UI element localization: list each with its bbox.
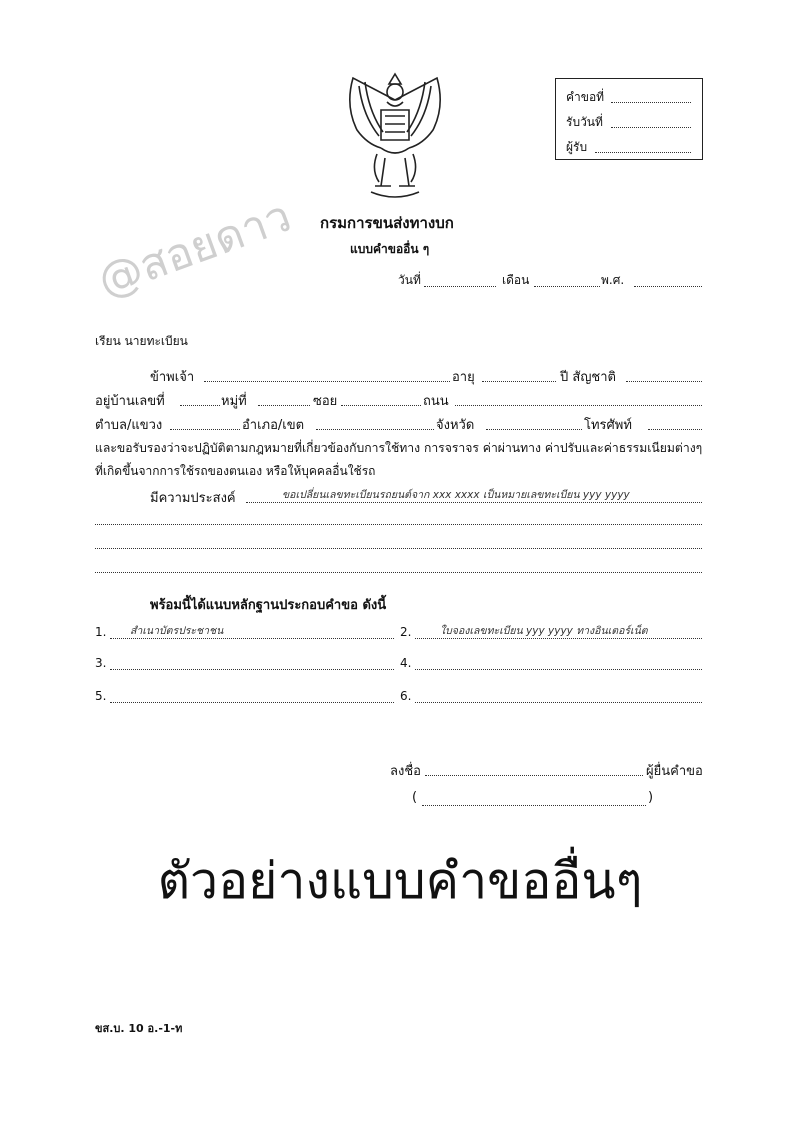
purpose-extra-line[interactable]	[95, 548, 702, 549]
attachments-heading: พร้อมนี้ได้แนบหลักฐานประกอบคำขอ ดังนี้	[150, 598, 387, 613]
district-label: อำเภอ/เขต	[242, 418, 305, 433]
attachment-value: สำเนาบัตรประชาชน	[130, 625, 224, 637]
house-no-field[interactable]	[180, 405, 220, 406]
house-no-label: อยู่บ้านเลขที่	[95, 394, 165, 409]
moo-field[interactable]	[258, 405, 310, 406]
name-label: ข้าพเจ้า	[150, 370, 195, 385]
nationality-label: ปี สัญชาติ	[560, 370, 616, 385]
request-no-label: คำขอที่	[566, 90, 605, 104]
purpose-extra-line[interactable]	[95, 524, 702, 525]
age-field[interactable]	[482, 381, 556, 382]
attachment-no: 5.	[95, 689, 107, 703]
attachment-no: 4.	[400, 656, 412, 670]
addressee: เรียน นายทะเบียน	[95, 334, 188, 348]
attachment-field[interactable]	[415, 702, 702, 703]
subdistrict-label: ตำบล/แขวง	[95, 418, 163, 433]
attachment-no: 2.	[400, 625, 412, 639]
attachment-no: 3.	[95, 656, 107, 670]
declaration-line-1: และขอรับรองว่าจะปฏิบัติตามกฎหมายที่เกี่ยวข้องกับการใช้ทาง การจราจร ค่าผ่านทาง ค่าปรับและค่าธรรมเนียมต่างๆ	[95, 441, 703, 455]
subdistrict-field[interactable]	[170, 429, 240, 430]
department-title: กรมการขนส่งทางบก	[320, 214, 454, 232]
nationality-field[interactable]	[626, 381, 702, 382]
phone-label: โทรศัพท์	[584, 418, 632, 433]
age-label: อายุ	[452, 370, 475, 385]
printed-name-field[interactable]	[422, 805, 646, 806]
received-date-label: รับวันที่	[566, 115, 603, 129]
road-label: ถนน	[423, 394, 449, 409]
form-name: แบบคำขออื่น ๆ	[350, 242, 430, 256]
attachment-no: 1.	[95, 625, 107, 639]
purpose-value: ขอเปลี่ยนเลขทะเบียนรถยนต์จาก xxx xxxx เป็นหมายเลขทะเบียน yyy yyyy	[282, 489, 630, 501]
garuda-emblem-icon	[335, 66, 455, 206]
district-field[interactable]	[316, 429, 434, 430]
sign-label: ลงชื่อ	[390, 764, 421, 779]
soi-label: ซอย	[313, 394, 338, 409]
watermark: @สอยดาว	[91, 190, 298, 308]
month-label: เดือน	[502, 273, 530, 287]
attachment-field[interactable]	[415, 669, 702, 670]
soi-field[interactable]	[341, 405, 421, 406]
province-label: จังหวัด	[436, 418, 475, 433]
name-field[interactable]	[204, 381, 450, 382]
form-code: ขส.บ. 10 อ.-1-ท	[95, 1022, 183, 1035]
phone-field[interactable]	[648, 429, 702, 430]
example-title: ตัวอย่างแบบคำขออื่นๆ	[157, 852, 643, 910]
attachment-value: ใบจองเลขทะเบียน yyy yyyy ทางอินเตอร์เน็ต	[440, 625, 648, 637]
attachment-field[interactable]	[110, 669, 394, 670]
date-label: วันที่	[398, 273, 421, 287]
signature-field[interactable]	[425, 775, 643, 776]
receiver-label: ผู้รับ	[566, 140, 588, 154]
province-field[interactable]	[486, 429, 582, 430]
paren-open: (	[412, 790, 418, 805]
purpose-label: มีความประสงค์	[150, 491, 236, 506]
year-label: พ.ศ.	[601, 273, 625, 287]
applicant-label: ผู้ยื่นคำขอ	[646, 764, 703, 779]
attachment-no: 6.	[400, 689, 412, 703]
declaration-line-2: ที่เกิดขึ้นจากการใช้รถของตนเอง หรือให้บุคคลอื่นใช้รถ	[95, 464, 376, 478]
attachment-field[interactable]	[110, 702, 394, 703]
moo-label: หมู่ที่	[221, 394, 247, 409]
purpose-extra-line[interactable]	[95, 572, 702, 573]
paren-close: )	[648, 790, 654, 805]
road-field[interactable]	[455, 405, 702, 406]
